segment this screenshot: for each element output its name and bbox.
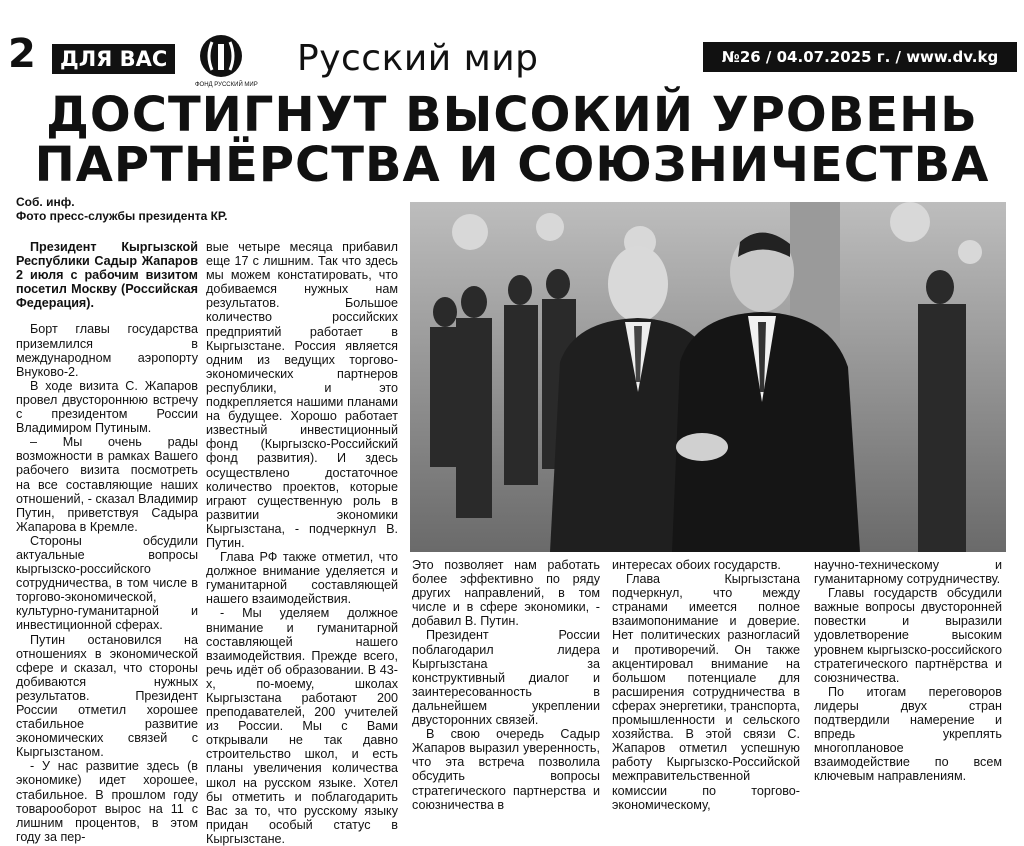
paragraph: - Мы уделяем должное внимание и гуманитарной составляющей нашего взаимодействия. Прежде всего, речь идёт об образовании. В 43-х, по-моему, школах Кыргызстана работают 200 преподавателей, 200 учителей из России. Мы с Вами открывали не так давно строительство школ, и есть планы увеличения количества школ на русском языке. Хотел бы отметить и поблагодарить Вас за то, что русскому языку придан особый статус в Кыргызстане. bbox=[206, 606, 398, 846]
paragraph: научно-техническому и гуманитарному сотрудничеству. bbox=[814, 558, 1002, 587]
source-credit: Соб. инф. bbox=[16, 195, 75, 209]
paragraph: Главы государств обсудили важные вопросы двусторонней повестки и выразили удовлетворение высоким уровнем кыргызско-российского стратегического партнёрства и союзничества. bbox=[814, 586, 1002, 685]
headline-line-1: ДОСТИГНУТ ВЫСОКИЙ УРОВЕНЬ bbox=[46, 87, 978, 143]
article-column-5 bbox=[814, 558, 1002, 784]
page-header bbox=[0, 14, 1024, 88]
page-number: 2 bbox=[8, 31, 36, 77]
issue-info: №26 / 04.07.2025 г. / www.dv.kg bbox=[703, 42, 1017, 72]
article-credit bbox=[16, 195, 227, 223]
article-headline bbox=[0, 87, 1024, 193]
paragraph: - У нас развитие здесь (в экономике) идет хорошее, стабильное. В прошлом году товарооборот вырос на 11 с лишним процентов, в этом году за пер- bbox=[16, 759, 198, 844]
paragraph: – Мы очень рады возможности в рамках Вашего рабочего визита посмотреть на все составляющие наших отношений, - сказал Владимир Путин, приветствуя Садыра Жапарова в Кремле. bbox=[16, 435, 198, 534]
logo-caption: ФОНД РУССКИЙ МИР bbox=[195, 82, 258, 88]
paragraph: Глава РФ также отметил, что должное внимание уделяется и гуманитарной составляющей нашего взаимодействия. bbox=[206, 550, 398, 607]
paragraph: Глава Кыргызстана подчеркнул, что между странами имеется полное взаимопонимание и доверие. Нет политических разногласий и противоречий. Он также акцентировал внимание на большом потенциале для расширения сотрудничества в сферах энергетики, транспорта, промышленности и сельского хозяйства. В этой связи С. Жапаров отметил успешную работу Кыргызско-Российской межправительственной комиссии по торгово-экономическому, bbox=[612, 572, 800, 812]
paragraph: интересах обоих государств. bbox=[612, 558, 781, 572]
headline-line-2: ПАРТНЁРСТВА И СОЮЗНИЧЕСТВА bbox=[34, 137, 990, 193]
section-title: Русский мир bbox=[297, 38, 539, 79]
paragraph: Борт главы государства приземлился в международном аэропорту Внуково-2. bbox=[16, 322, 198, 379]
photo-credit: Фото пресс-службы президента КР. bbox=[16, 209, 228, 223]
paragraph: вые четыре месяца прибавил еще 17 с лишним. Так что здесь мы можем констатировать, что добиваемся нужных нам результатов. Большое количество российских предприятий работает в Кыргызстане. Россия является одним из ведущих торгово-экономических партнеров республики, и это подкрепляется нашими планами на будущее. Хорошо работает известный инвестиционный фонд (Кыргызско-Российский фонд развития). И здесь осуществлено достаточное количество проектов, которые играют существенную роль в развитии экономики Кыргызстана, - подчеркнул В. Путин. bbox=[206, 240, 398, 550]
paragraph: Путин остановился на отношениях в экономической сфере и сказал, что стороны добиваются нужных результатов. Президент России отметил хорошее стабильное развитие экономических связей с Кыргызстаном. bbox=[16, 632, 198, 760]
article-column-1 bbox=[16, 240, 198, 844]
paragraph: Стороны обсудили актуальные вопросы кыргызско-российского сотрудничества, в том числе в торгово-экономической, культурно-гуманитарной и инвестиционной сферах. bbox=[16, 533, 198, 633]
article-column-2 bbox=[206, 240, 398, 846]
article-column-4 bbox=[612, 558, 800, 812]
paragraph: Президент России поблагодарил лидера Кыргызстана за конструктивный диалог и заинтересованность в дальнейшем укреплении двусторонних связей. bbox=[412, 628, 600, 728]
article-column-3 bbox=[412, 558, 600, 812]
article-photo bbox=[410, 202, 1006, 552]
russkiy-mir-logo bbox=[198, 32, 244, 82]
article-lead: Президент Кыргызской Республики Садыр Жапаров 2 июля с рабочим визитом посетил Москву (Российская Федерация). bbox=[16, 240, 198, 311]
paragraph: По итогам переговоров лидеры двух стран подтвердили намерение и впредь укреплять многоплановое взаимодействие по всем ключевым направлениям. bbox=[814, 684, 1002, 784]
paragraph: Это позволяет нам работать более эффективно по ряду других направлений, в том числе и в сфере экономики, - добавил В. Путин. bbox=[412, 558, 600, 629]
newspaper-brand: ДЛЯ ВАС bbox=[52, 44, 175, 74]
paragraph: В ходе визита С. Жапаров провел двустороннюю встречу с президентом России Владимиром Путиным. bbox=[16, 378, 198, 436]
paragraph: В свою очередь Садыр Жапаров выразил уверенность, что эта встреча позволила обсудить вопросы стратегического партнерства и союзничества в bbox=[412, 727, 600, 812]
